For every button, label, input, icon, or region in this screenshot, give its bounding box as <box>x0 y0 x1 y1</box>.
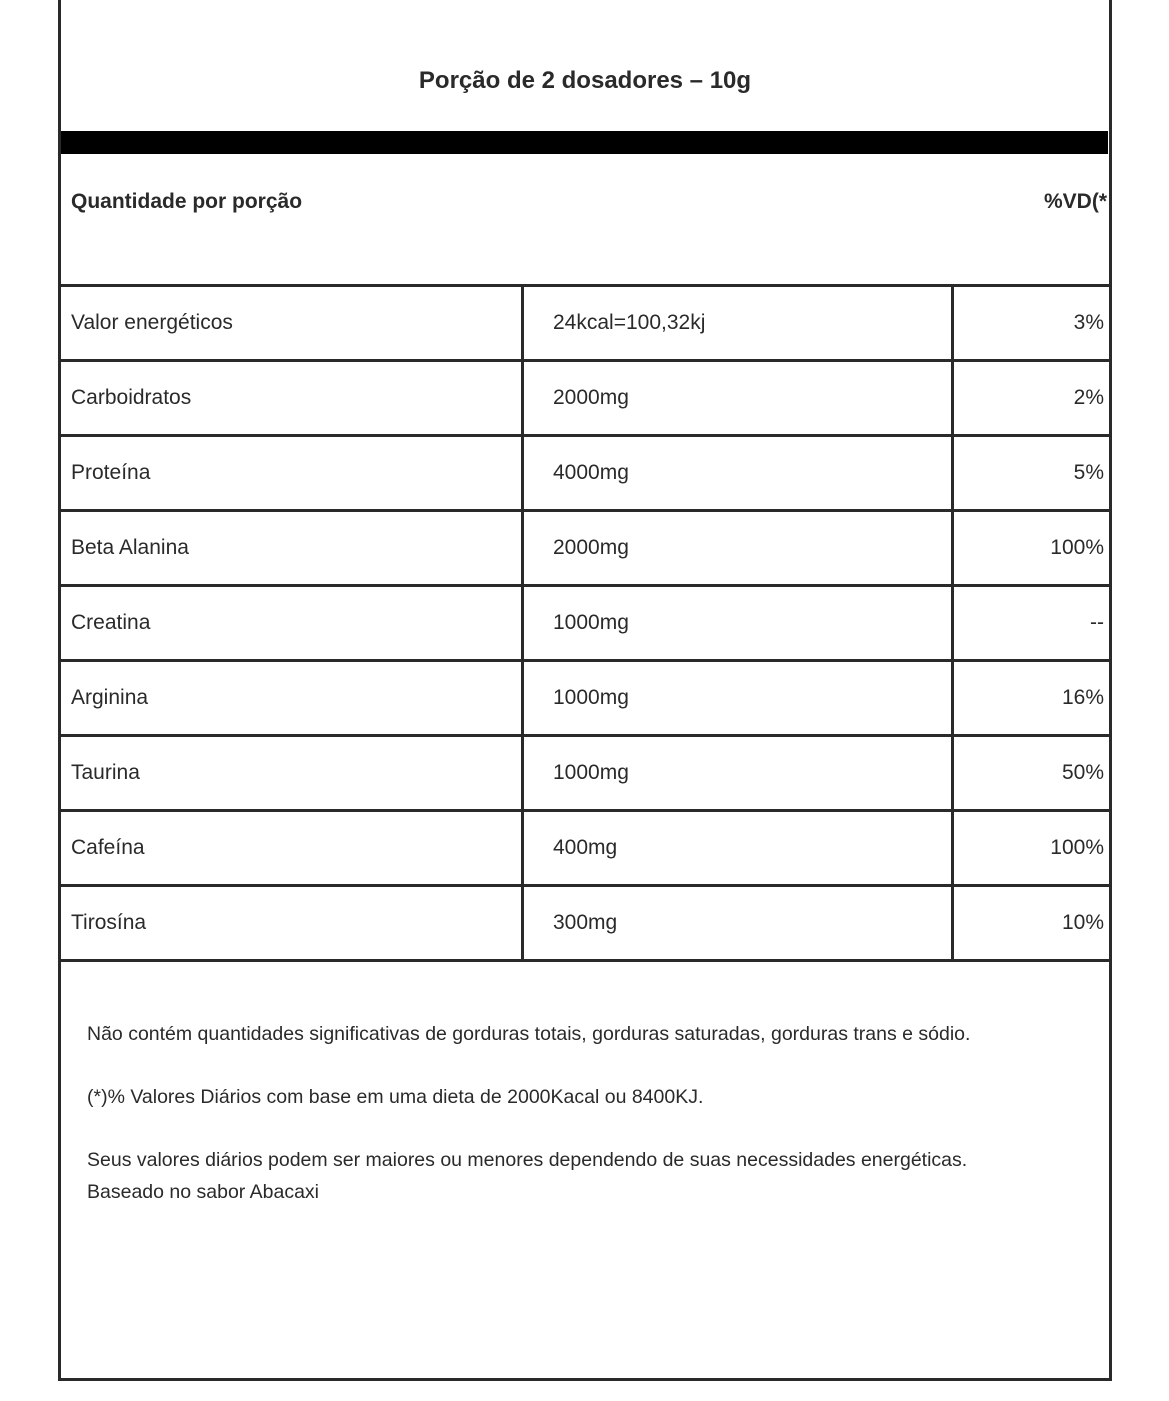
nutrient-name: Creatina <box>61 586 523 661</box>
table-row <box>61 586 1110 661</box>
nutrient-amount: 1000mg <box>523 661 953 736</box>
nutrient-amount: 4000mg <box>523 436 953 511</box>
nutrient-daily-value: 2% <box>953 361 1111 436</box>
table-row <box>61 736 1110 811</box>
nutrient-name: Valor energéticos <box>61 286 523 361</box>
table-row <box>61 436 1110 511</box>
nutrient-amount: 2000mg <box>523 511 953 586</box>
table-row <box>61 811 1110 886</box>
nutrient-daily-value: 100% <box>953 811 1111 886</box>
may-vary-note <box>87 1144 1103 1208</box>
flavor-note: Baseado no sabor Abacaxi <box>87 1181 320 1203</box>
nutrient-daily-value: 10% <box>953 886 1111 961</box>
daily-values-note: (*)% Valores Diários com base em uma dieta de 2000Kacal ou 8400KJ. <box>87 1086 704 1108</box>
nutrient-name: Tirosína <box>61 886 523 961</box>
nutrient-name: Beta Alanina <box>61 511 523 586</box>
portion-title: Porção de 2 dosadores – 10g <box>418 67 752 94</box>
table-row <box>61 661 1110 736</box>
nutrient-daily-value: -- <box>953 586 1111 661</box>
table-row <box>61 511 1110 586</box>
nutrient-amount: 300mg <box>523 886 953 961</box>
nutrient-daily-value: 16% <box>953 661 1111 736</box>
nutrition-facts-panel <box>58 0 1112 1381</box>
quantity-per-serving-header: Quantidade por porção <box>71 190 303 213</box>
no-significant-note: Não contém quantidades significativas de gorduras totais, gorduras saturadas, gorduras trans e sódio. <box>87 1023 971 1045</box>
nutrient-amount: 24kcal=100,32kj <box>523 286 953 361</box>
nutrient-name: Cafeína <box>61 811 523 886</box>
nutrient-amount: 1000mg <box>523 736 953 811</box>
nutrient-name: Taurina <box>61 736 523 811</box>
may-vary-text: Seus valores diários podem ser maiores ou menores dependendo de suas necessidades energéticas. <box>87 1149 968 1171</box>
header-divider-bar <box>61 131 1108 154</box>
table-row <box>61 286 1110 361</box>
nutrient-amount: 2000mg <box>523 361 953 436</box>
nutrient-name: Arginina <box>61 661 523 736</box>
nutrient-amount: 1000mg <box>523 586 953 661</box>
nutrient-daily-value: 5% <box>953 436 1111 511</box>
nutrient-amount: 400mg <box>523 811 953 886</box>
nutrient-daily-value: 100% <box>953 511 1111 586</box>
table-row <box>61 361 1110 436</box>
nutrition-table <box>61 284 1110 962</box>
nutrient-name: Carboidratos <box>61 361 523 436</box>
nutrient-name: Proteína <box>61 436 523 511</box>
nutrient-daily-value: 3% <box>953 286 1111 361</box>
table-row <box>61 886 1110 961</box>
daily-value-header: %VD(* <box>1043 190 1107 213</box>
footnotes <box>87 1018 1103 1208</box>
nutrient-daily-value: 50% <box>953 736 1111 811</box>
